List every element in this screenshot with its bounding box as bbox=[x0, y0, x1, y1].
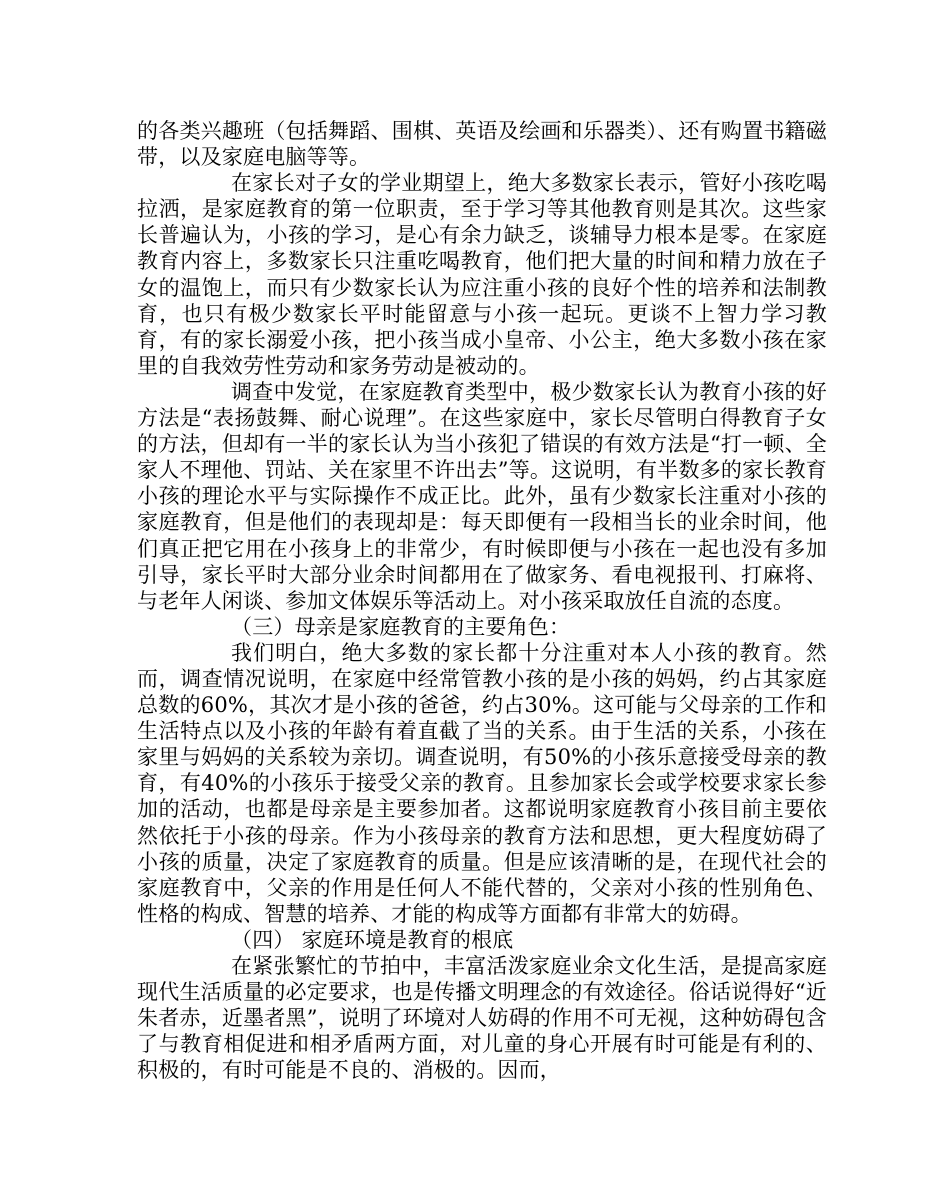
paragraph-academic-expectations: 在家长对子女的学业期望上，绝大多数家长表示，管好小孩吃喝拉洒，是家庭教育的第一位职责，至于学习等其他教育则是其次。这些家长普遍认为，小孩的学习，是心有余力缺乏，谈辅导力根本是零。在家庭教育内容上，多数家长只注重吃喝教育，他们把大量的时间和精力放在子女的温饱上，而只有少数家长认为应注重小孩的良好个性的培养和法制教育，也只有极少数家长平时能留意与小孩一起玩。更谈不上智力学习教育，有的家长溺爱小孩，把小孩当成小皇帝、小公主，绝大多数小孩在家里的自我效劳性劳动和家务劳动是被动的。 bbox=[137, 171, 827, 378]
paragraph-education-types: 调查中发觉，在家庭教育类型中，极少数家长认为教育小孩的好方法是“表扬鼓舞、耐心说理”。在这些家庭中，家长尽管明白得教育子女的方法，但却有一半的家长认为当小孩犯了错误的有效方法是“打一顿、全家人不理他、罚站、关在家里不许出去”等。这说明，有半数多的家长教育小孩的理论水平与实际操作不成正比。此外，虽有少数家长注重对小孩的家庭教育，但是他们的表现却是：每天即便有一段相当长的业余时间，他们真正把它用在小孩身上的非常少，有时候即便与小孩在一起也没有多加引导，家长平时大部分业余时间都用在了做家务、看电视报刊、打麻将、与老年人闲谈、参加文体娱乐等活动上。对小孩采取放任自流的态度。 bbox=[137, 379, 827, 613]
paragraph-mother-role: 我们明白，绝大多数的家长都十分注重对本人小孩的教育。然而，调查情况说明，在家庭中经常管教小孩的是小孩的妈妈，约占其家庭总数的60%，其次才是小孩的爸爸，约占30%。这可能与父母亲的工作和生活特点以及小孩的年龄有着直截了当的关系。由于生活的关系，小孩在家里与妈妈的关系较为亲切。调查说明，有50%的小孩乐意接受母亲的教育，有40%的小孩乐于接受父亲的教育。且参加家长会或学校要求家长参加的活动，也都是母亲是主要参加者。这都说明家庭教育小孩目前主要依然依托于小孩的母亲。作为小孩母亲的教育方法和思想，更大程度妨碍了小孩的质量，决定了家庭教育的质量。但是应该清晰的是，在现代社会的家庭教育中，父亲的作用是任何人不能代替的，父亲对小孩的性别角色、性格的构成、智慧的培养、才能的构成等方面都有非常大的妨碍。 bbox=[137, 640, 827, 926]
section-heading-four: （四） 家庭环境是教育的根底 bbox=[231, 927, 514, 952]
paragraph-family-environment: 在紧张繁忙的节拍中，丰富活泼家庭业余文化生活，是提高家庭现代生活质量的必定要求，也是传播文明理念的有效途径。俗话说得好“近朱者赤，近墨者黑”，说明了环境对人妨碍的作用不可无视，这种妨碍包含了与教育相促进和相矛盾两方面，对儿童的身心开展有时可能是有利的、积极的，有时可能是不良的、消极的。因而， bbox=[137, 954, 827, 1083]
document-page bbox=[137, 118, 827, 1083]
section-heading-three: （三）母亲是家庭教育的主要角色： bbox=[231, 614, 571, 639]
paragraph-interest-classes: 的各类兴趣班（包括舞蹈、围棋、英语及绘画和乐器类）、还有购置书籍磁带，以及家庭电脑等等。 bbox=[137, 119, 827, 170]
